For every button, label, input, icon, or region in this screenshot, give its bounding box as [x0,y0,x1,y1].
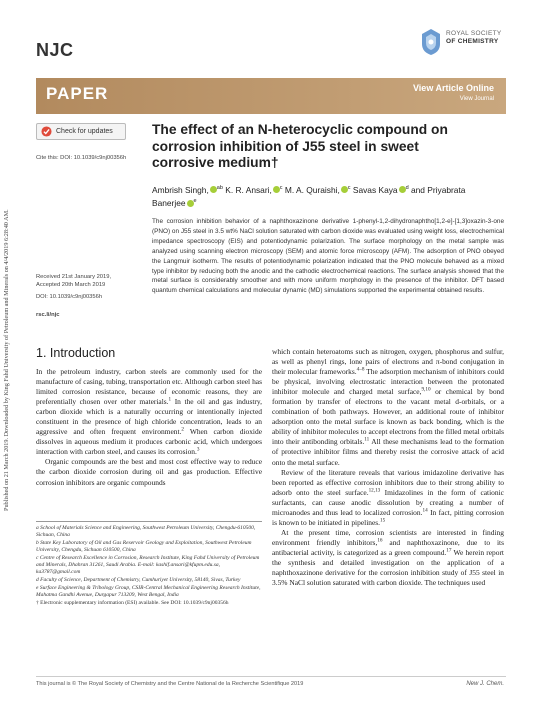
author-affiliation: c [347,185,351,191]
author-name: and Priyabrata Banerjee [152,184,466,209]
citation-link[interactable]: 16 [377,537,383,544]
view-article-online-link[interactable]: View Article Online [412,83,494,93]
abstract: The corrosion inhibition behavior of a naphthoxazinone derivative 1-phenyl-1,2-dihydronaphtho[1,2-e]-[1,3]oxazin-3-one (PNO) on J55 steel in 3.5 wt% NaCl solution saturated with carbon dioxide was evaluated using weight loss, electrochemical impedance spectroscopy (EIS) and potentiodynamic polarization. The surface morphology on the metal sample was analyzed using scanning electron microscopy (SEM) and atomic force microscopy (AFM). The adsorption of PNO obeyed the Langmuir isotherm. The results of potentiodynamic polarization indicated that the PNO molecule behaved as a mixed type inhibitor by reducing both the anodic and the cathodic electrochemical reactions. The surface analysis showed that the metal surface is considerably smoother and with more uniform morphology in the presence of the inhibitor. DFT based quantum chemical calculations and molecular dynamic (MD) simulations supported the experimental obtained results. [152,218,504,295]
footnote: a School of Materials Science and Engineering, Southwest Petroleum University, Chengdu-610500, Sichuan, China [36,525,256,539]
text-run: or chemical by bond formation by transfer of electrons to the vacant metal d-orbitals, or a combination of both pathways. However, an additional route of inhibitor adsorption onto the metal surface is known as back bonding, which is the ability of inhibitor molecules to accept electrons from the filled metal orbitals into their antibonding orbitals. [272,387,504,447]
author-name: M. A. Quraishi, [284,184,340,195]
author-affiliation: e [193,198,197,205]
author-name: Ambrish Singh, [152,184,209,195]
citation-link[interactable]: 4–8 [356,366,365,373]
citation-link[interactable]: 17 [446,547,452,554]
crossmark-icon [41,126,52,137]
article-type-banner [36,78,506,114]
footnote: c Centre of Research Excellence in Corrosion, Research Institute, King Fahd University of Petroleum and Minerals, Dhahran 31261, Saudi Arabia. E-mail: kashif.ansari@kfupm.edu.sa, ka3787@gmail.com [36,554,260,576]
copyright-notice: This journal is © The Royal Society of Chemistry and the Centre National de la Recherche Scientifique 2019 [36,681,304,687]
paragraph [36,367,262,457]
text-run: Imidazolines in the form of cationic surfactants, can cause anodic dissolution by creating a number of microanodes and thus lead to localized corrosion. [272,487,504,517]
journal-short-link[interactable]: rsc.li/njc [36,312,60,318]
body-column-left [36,367,262,488]
citation-link[interactable]: 1 [168,396,172,403]
text-run: In the oil and gas industry, carbon dioxide which is a naturally occurring or intentionally injected constituent in the presence of high chloride concentration, leads to an aggressive and often frequent environment. [36,397,262,437]
orcid-icon[interactable] [187,200,194,207]
doi-link[interactable]: DOI: 10.1039/c9nj00356h [36,294,103,300]
citation-link[interactable]: 11 [364,436,370,443]
article-type: PAPER [46,84,109,103]
author-affiliation: d [405,185,409,191]
check-for-updates-button[interactable] [36,123,126,140]
rsc-crest-icon [420,28,442,56]
citation-link[interactable]: 12,13 [368,487,381,494]
text-run: In fact, pitting corrosion is known to be initiated in pipelines. [272,507,504,527]
publisher-line-2: OF CHEMISTRY [446,38,499,45]
citation-link[interactable]: 3 [196,446,200,453]
author-affiliation: c [279,185,283,191]
citation-link[interactable]: 2 [181,426,185,433]
author-affiliation: ab [216,185,223,191]
section-heading: 1. Introduction [36,346,116,360]
text-run: All these mechanisms lead to the formation of protective inhibitor films and thereby resist the corrosive attack of acid onto the metal surface. [272,437,504,467]
paragraph [272,347,504,468]
footnote: d Faculty of Science, Department of Chemistry, Cumhuriyet University, 58140, Sivas, Turkey [36,576,241,583]
text-run: At the present time, corrosion scientists are interested in finding environment friendly inhibitors, [272,527,504,547]
footnote-divider [36,521,262,522]
affiliation-footnotes [36,525,262,607]
orcid-icon[interactable] [210,186,217,193]
footnote: e Surface Engineering & Tribology Group, CSIR-Central Mechanical Engineering Research Institute, Mahatma Gandhi Avenue, Durgapur 713209, West Bengal, India [36,584,261,598]
paragraph [272,468,504,528]
received-date: Received 21st January 2019, [36,274,112,280]
journal-footer: New J. Chem. [466,681,504,687]
view-journal-link[interactable]: View Journal [459,96,494,102]
journal-name: NJC [36,40,74,60]
orcid-icon[interactable] [273,186,280,193]
author-list [152,183,472,210]
text-run: which contain heteroatoms such as nitrogen, oxygen, phosphorus and sulfur, as well as phenyl rings, lone pairs of electrons and π-bond conjugation in their molecular frameworks. [272,347,504,377]
accepted-date: Accepted 20th March 2019 [36,282,106,288]
author-name: K. R. Ansari, [225,184,272,195]
text-run: We herein report the synthesis and detailed investigation on the application of a naphthoxazinone derivative for the corrosion inhibition study of J55 steel in 3.5% NaCl solution saturated with carbon dioxide. The techniques used [272,547,504,588]
publisher-name [446,30,502,46]
paragraph: Organic compounds are the best and most cost effective way to reduce the carbon dioxide corrosion during oil and gas production. Effective corrosion inhibitors are organic compounds [36,457,262,487]
footer-divider [36,676,506,677]
text-run: In the petroleum industry, carbon steels are commonly used for the manufacture of casing, tubing, transportation etc. Although carbon steel has limited corrosion resistance, because of economic reasons, they are preferentially chosen over other materials. [36,367,262,407]
received-dates [36,273,111,289]
body-column-right [272,347,504,588]
text-run: Review of the literature reveals that various imidazoline derivative has been reported as effective corrosion inhibitors due to their strong ability to adsorb onto the steel surface. [272,467,504,497]
orcid-icon[interactable] [341,186,348,193]
citation-link[interactable]: 15 [380,517,386,524]
text-run: The adsorption mechanism of inhibitors could be physical, involving electrostatic interaction between the protonated inhibitor molecule and charged metal surface, [272,367,504,397]
check-for-updates-label: Check for updates [56,128,113,135]
download-note: Published on 21 March 2019. Downloaded by King Fahd University of Petroleum and Minerals on 4/4/2019 6:28:40 AM. [3,209,10,511]
text-run: When carbon dioxide dissolves in aqueous medium it produces carbonic acid, which undergoes interaction with carbon steel, and causes its corrosion. [36,427,263,457]
cite-this: Cite this: DOI: 10.1039/c9nj00356h [36,155,127,161]
publisher-line-1: ROYAL SOCIETY [446,30,502,37]
article-title: The effect of an N-heterocyclic compound on corrosion inhibition of J55 steel in sweet corrosive medium† [152,122,448,170]
citation-link[interactable]: 14 [422,507,428,514]
paragraph [272,528,504,588]
esi-note: † Electronic supplementary information (ESI) available. See DOI: 10.1039/c9nj00356h [36,599,229,606]
footnote: b State Key Laboratory of Oil and Gas Reservoir Geology and Exploitation, Southwest Petroleum University, Chengdu, Sichuan 610500, China [36,539,252,554]
citation-link[interactable]: 9,10 [421,386,431,393]
orcid-icon[interactable] [399,186,406,193]
publisher-logo[interactable] [420,28,520,58]
author-name: Savas Kaya [352,184,398,195]
text-run: and naphthoxazinone, due to its antibacterial activity, is categorized as a green compound. [272,537,504,557]
